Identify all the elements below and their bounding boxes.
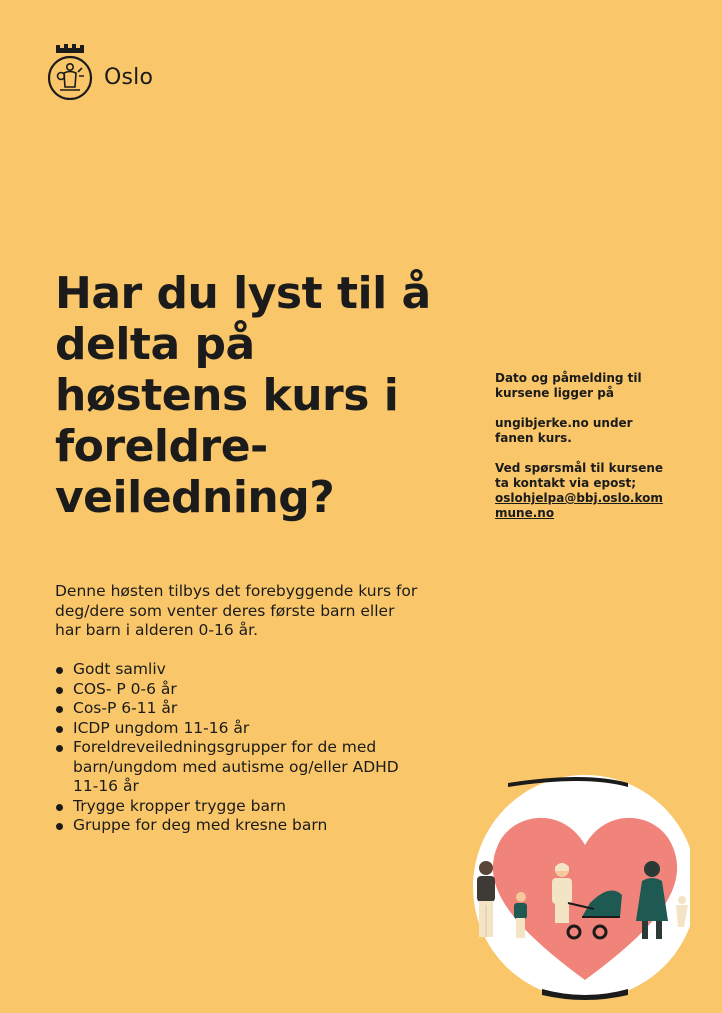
list-item: COS- P 0-6 år (55, 680, 425, 700)
headline-line: veiledning? (55, 472, 335, 523)
brand-name: Oslo (104, 64, 154, 90)
list-item: Gruppe for deg med kresne barn (55, 816, 425, 836)
oslo-logo (46, 40, 153, 100)
contact-email-link[interactable]: oslohjelpa@bbj.oslo.kommune.no (495, 491, 663, 520)
registration-text: Dato og påmelding til kursene ligger på (495, 371, 642, 400)
family-heart-illustration (470, 775, 690, 1000)
intro-text: Denne høsten tilbys det forebyggende kurs for deg/dere som venter deres første barn eller har barn i alderen 0-16 år. (55, 582, 418, 639)
page-title (55, 268, 455, 523)
headline-line: delta på (55, 319, 255, 370)
list-item: ICDP ungdom 11-16 år (55, 719, 425, 739)
course-list (55, 660, 425, 836)
website-text: ungibjerke.no under fanen kurs. (495, 416, 633, 445)
oslo-city-seal-icon (46, 40, 94, 100)
list-item: Trygge kropper trygge barn (55, 797, 425, 817)
list-item: Foreldreveiledningsgrupper for de med barn/ungdom med autisme og/eller ADHD 11-16 år (55, 738, 425, 797)
contact-text: Ved spørsmål til kursene ta kontakt via epost; (495, 461, 664, 490)
contact-block (495, 461, 670, 521)
list-item: Cos-P 6-11 år (55, 699, 425, 719)
headline-line: Har du lyst til å (55, 268, 431, 319)
registration-info (495, 371, 670, 536)
headline-line: foreldre- (55, 421, 268, 472)
list-item: Godt samliv (55, 660, 425, 680)
headline-line: høstens kurs i (55, 370, 399, 421)
